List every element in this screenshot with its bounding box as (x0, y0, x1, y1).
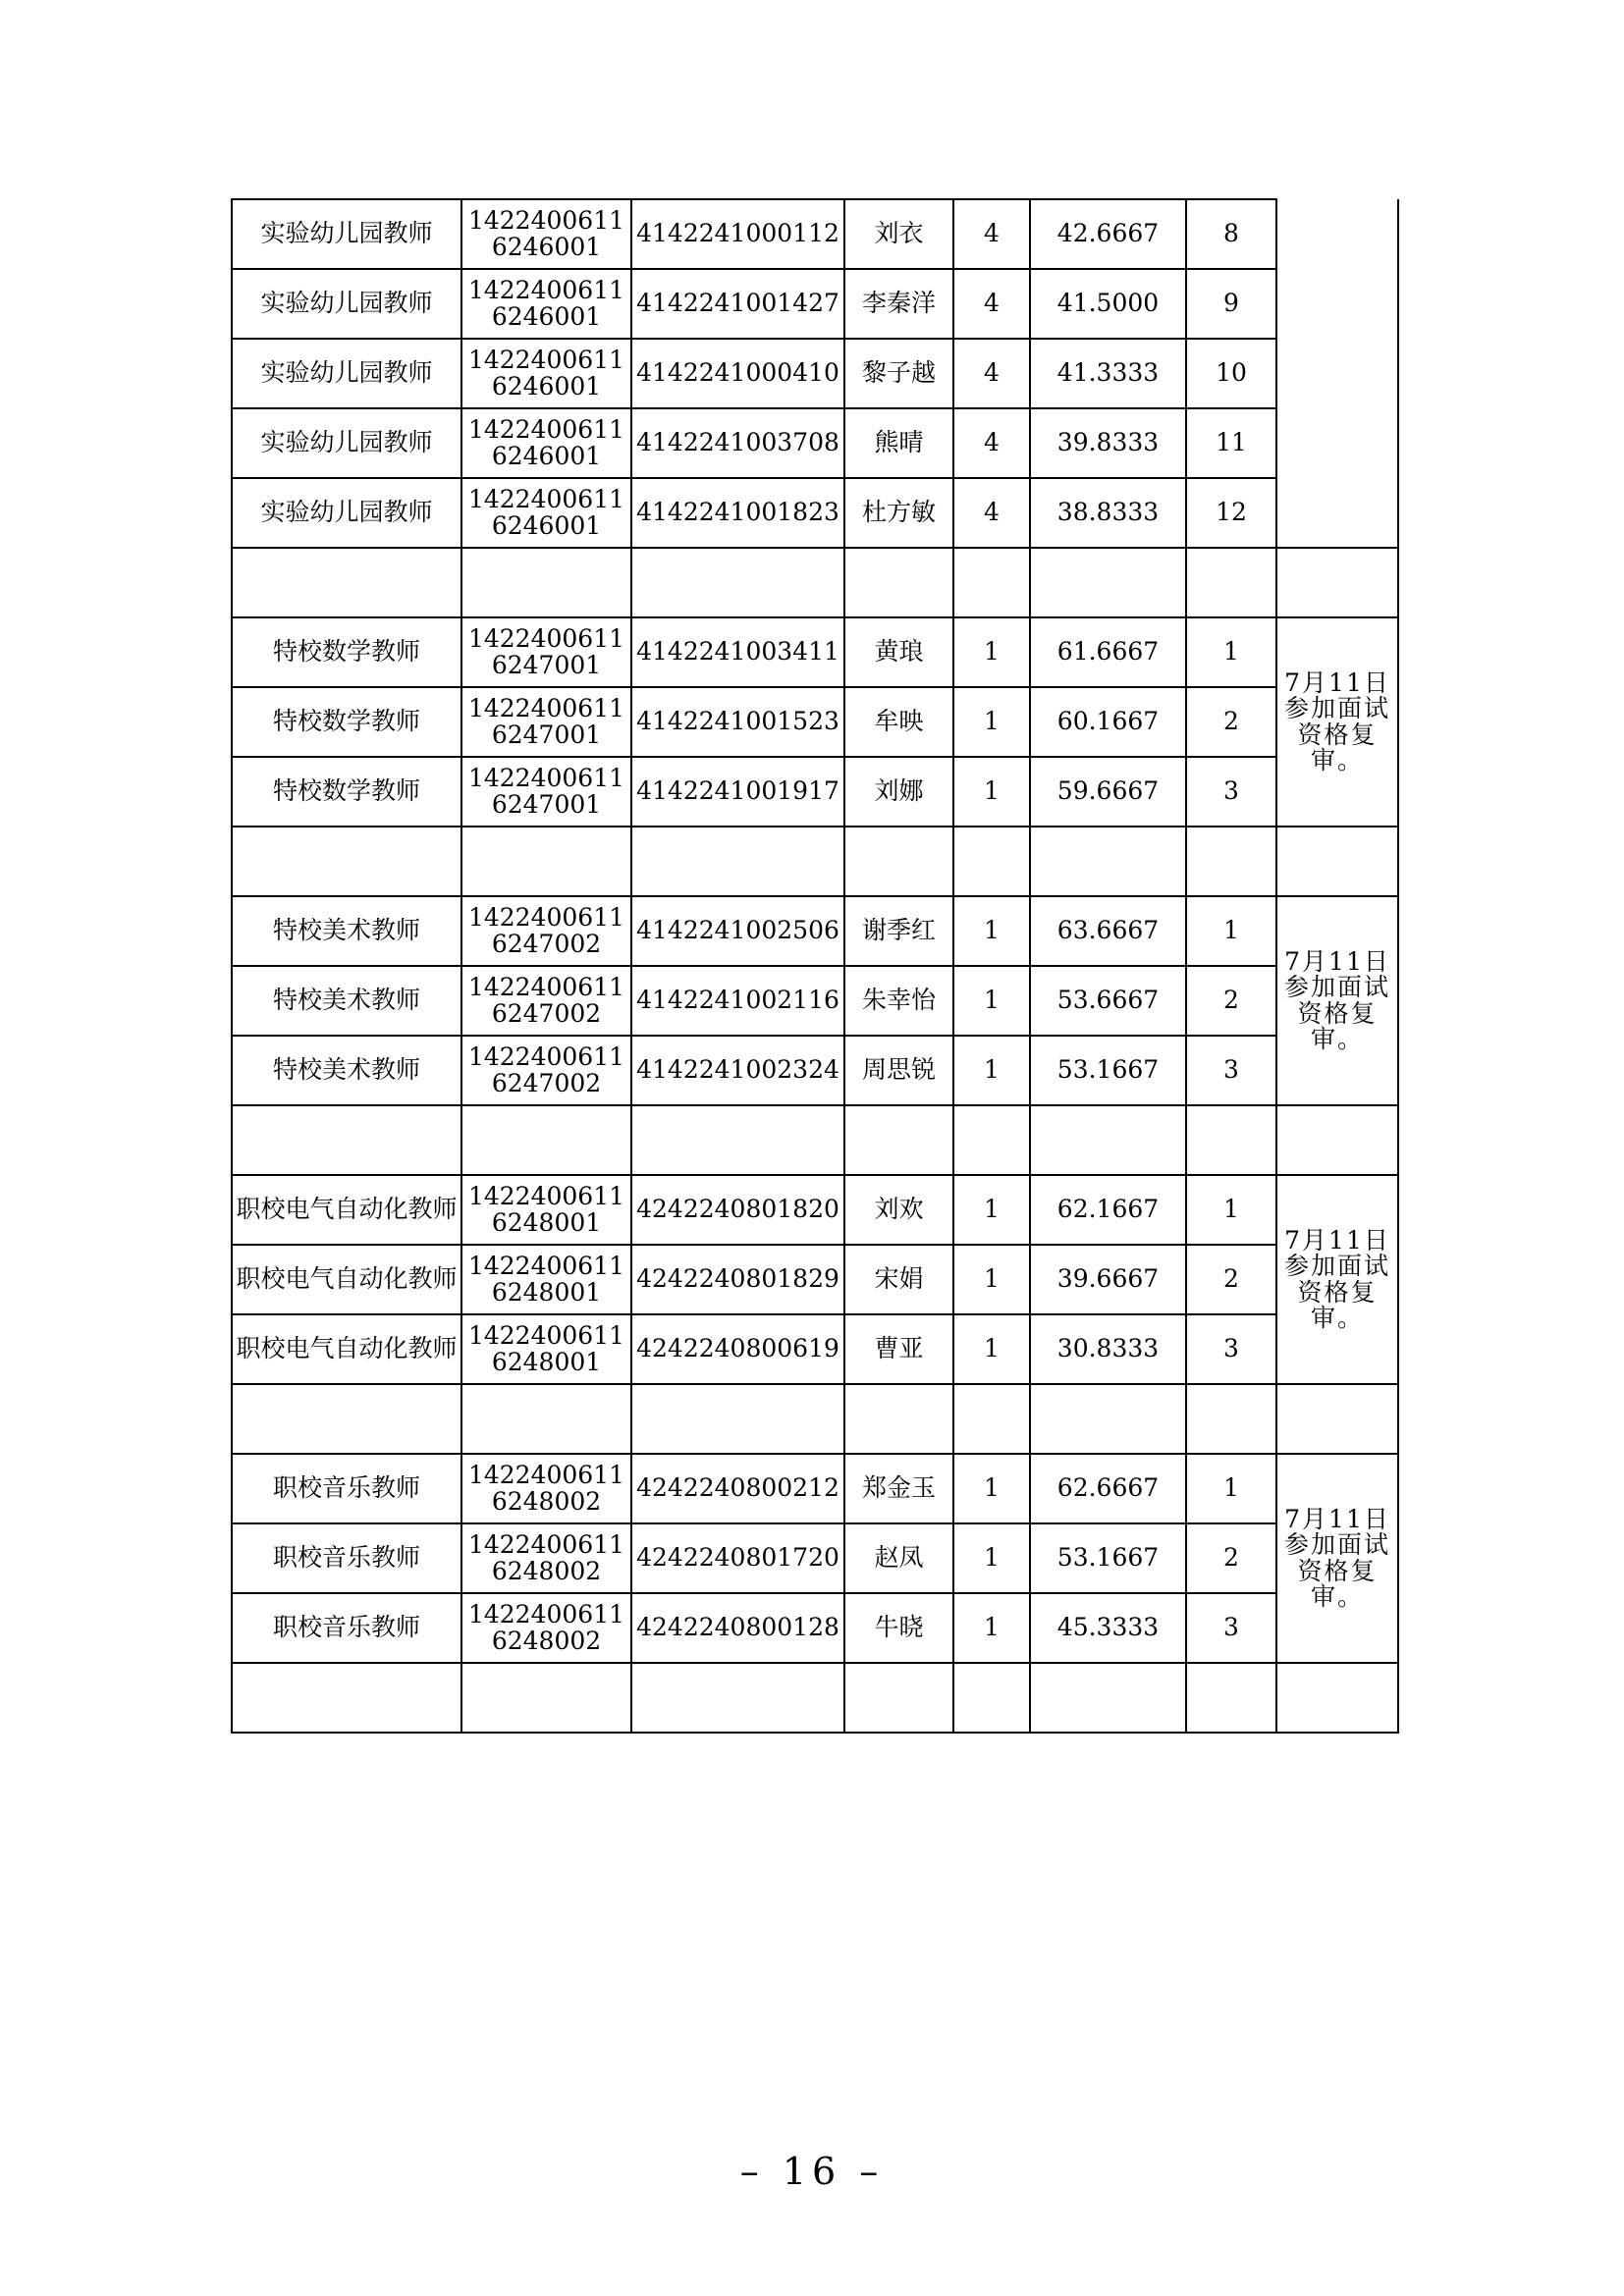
table-row (232, 269, 1398, 339)
candidate-name-cell: 曹亚 (844, 1314, 953, 1384)
score-cell: 42.6667 (1030, 199, 1186, 269)
score-cell: 39.6667 (1030, 1245, 1186, 1314)
ticket-number-cell: 4142241000112 (631, 199, 844, 269)
position-cell: 特校数学教师 (232, 617, 461, 687)
empty-cell (1030, 827, 1186, 896)
candidate-name-cell: 杜方敏 (844, 478, 953, 548)
ticket-number-cell: 4242240801829 (631, 1245, 844, 1314)
rank-cell: 11 (1186, 408, 1276, 478)
table-row (232, 339, 1398, 408)
rank-cell: 10 (1186, 339, 1276, 408)
position-code-cell: 14224006116247001 (461, 617, 631, 687)
position-code-cell: 14224006116248002 (461, 1523, 631, 1593)
empty-cell (461, 827, 631, 896)
position-code-cell: 14224006116247002 (461, 966, 631, 1036)
position-code-cell: 14224006116248001 (461, 1314, 631, 1384)
empty-cell (631, 548, 844, 617)
position-code-cell: 14224006116247002 (461, 896, 631, 966)
position-code-cell: 14224006116248002 (461, 1593, 631, 1663)
empty-cell (1186, 827, 1276, 896)
rank-cell: 2 (1186, 966, 1276, 1036)
position-cell: 实验幼儿园教师 (232, 478, 461, 548)
candidate-name-cell: 朱幸怡 (844, 966, 953, 1036)
position-code-cell: 14224006116248002 (461, 1454, 631, 1523)
candidate-name-cell: 赵凤 (844, 1523, 953, 1593)
empty-cell (953, 827, 1030, 896)
candidate-name-cell: 刘欢 (844, 1175, 953, 1245)
rank-cell: 12 (1186, 478, 1276, 548)
rank-cell: 2 (1186, 1245, 1276, 1314)
empty-cell (953, 1663, 1030, 1733)
rank-cell: 3 (1186, 757, 1276, 827)
position-code-cell: 14224006116246001 (461, 408, 631, 478)
empty-cell (844, 548, 953, 617)
rank-cell: 2 (1186, 687, 1276, 757)
ticket-number-cell: 4142241003708 (631, 408, 844, 478)
rank-cell: 1 (1186, 1175, 1276, 1245)
empty-cell (631, 1384, 844, 1454)
score-cell: 53.1667 (1030, 1523, 1186, 1593)
ticket-number-cell: 4142241001427 (631, 269, 844, 339)
empty-cell (461, 548, 631, 617)
position-cell: 特校数学教师 (232, 687, 461, 757)
quota-cell: 1 (953, 896, 1030, 966)
ticket-number-cell: 4142241001523 (631, 687, 844, 757)
candidate-name-cell: 周思锐 (844, 1036, 953, 1105)
ticket-number-cell: 4142241002116 (631, 966, 844, 1036)
ticket-number-cell: 4242240801720 (631, 1523, 844, 1593)
empty-cell (232, 1663, 461, 1733)
table-row (232, 1245, 1398, 1314)
empty-cell (232, 1105, 461, 1175)
score-cell: 38.8333 (1030, 478, 1186, 548)
rank-cell: 1 (1186, 617, 1276, 687)
empty-cell (461, 1663, 631, 1733)
candidate-name-cell: 刘娜 (844, 757, 953, 827)
position-cell: 实验幼儿园教师 (232, 199, 461, 269)
score-cell: 53.6667 (1030, 966, 1186, 1036)
candidate-name-cell: 牛晓 (844, 1593, 953, 1663)
empty-cell (953, 548, 1030, 617)
candidate-name-cell: 谢季红 (844, 896, 953, 966)
score-cell: 45.3333 (1030, 1593, 1186, 1663)
candidate-name-cell: 黄琅 (844, 617, 953, 687)
table-row (232, 478, 1398, 548)
candidate-name-cell: 郑金玉 (844, 1454, 953, 1523)
empty-cell (1276, 1105, 1398, 1175)
table-row (232, 757, 1398, 827)
position-cell: 职校音乐教师 (232, 1454, 461, 1523)
empty-cell (1186, 548, 1276, 617)
empty-cell (232, 827, 461, 896)
empty-cell (1186, 1663, 1276, 1733)
empty-cell (1030, 548, 1186, 617)
empty-cell (1030, 1384, 1186, 1454)
rank-cell: 3 (1186, 1314, 1276, 1384)
position-cell: 实验幼儿园教师 (232, 339, 461, 408)
position-code-cell: 14224006116248001 (461, 1175, 631, 1245)
ticket-number-cell: 4242240800212 (631, 1454, 844, 1523)
empty-cell (461, 1105, 631, 1175)
ticket-number-cell: 4242240800619 (631, 1314, 844, 1384)
position-cell: 特校美术教师 (232, 966, 461, 1036)
empty-cell (1030, 1663, 1186, 1733)
table-row (232, 408, 1398, 478)
separator-row (232, 1105, 1398, 1175)
empty-cell (844, 827, 953, 896)
candidate-name-cell: 熊晴 (844, 408, 953, 478)
rank-cell: 2 (1186, 1523, 1276, 1593)
quota-cell: 1 (953, 687, 1030, 757)
empty-cell (1030, 1105, 1186, 1175)
empty-cell (461, 1384, 631, 1454)
table-body (232, 199, 1398, 1733)
table-row (232, 1523, 1398, 1593)
position-code-cell: 14224006116246001 (461, 478, 631, 548)
position-cell: 实验幼儿园教师 (232, 408, 461, 478)
position-cell: 职校电气自动化教师 (232, 1175, 461, 1245)
score-cell: 41.5000 (1030, 269, 1186, 339)
empty-cell (844, 1663, 953, 1733)
position-code-cell: 14224006116246001 (461, 269, 631, 339)
ticket-number-cell: 4242240800128 (631, 1593, 844, 1663)
candidate-name-cell: 黎子越 (844, 339, 953, 408)
quota-cell: 1 (953, 1314, 1030, 1384)
quota-cell: 1 (953, 1036, 1030, 1105)
table-row (232, 1593, 1398, 1663)
table-row (232, 199, 1398, 269)
empty-cell (844, 1105, 953, 1175)
position-code-cell: 14224006116246001 (461, 339, 631, 408)
table-row (232, 687, 1398, 757)
rank-cell: 3 (1186, 1036, 1276, 1105)
position-cell: 职校音乐教师 (232, 1523, 461, 1593)
position-cell: 实验幼儿园教师 (232, 269, 461, 339)
empty-cell (953, 1105, 1030, 1175)
quota-cell: 1 (953, 1593, 1030, 1663)
empty-cell (631, 1663, 844, 1733)
score-cell: 30.8333 (1030, 1314, 1186, 1384)
empty-cell (232, 548, 461, 617)
quota-cell: 1 (953, 1175, 1030, 1245)
empty-cell (232, 1384, 461, 1454)
rank-cell: 1 (1186, 896, 1276, 966)
empty-cell (631, 827, 844, 896)
quota-cell: 1 (953, 1245, 1030, 1314)
empty-cell (1276, 548, 1398, 617)
page-number: – 16 – (739, 2150, 885, 2193)
position-code-cell: 14224006116246001 (461, 199, 631, 269)
position-code-cell: 14224006116247001 (461, 757, 631, 827)
rank-cell: 3 (1186, 1593, 1276, 1663)
candidate-name-cell: 李秦洋 (844, 269, 953, 339)
rank-cell: 8 (1186, 199, 1276, 269)
table-row (232, 896, 1398, 966)
separator-row (232, 548, 1398, 617)
ticket-number-cell: 4142241001823 (631, 478, 844, 548)
separator-row (232, 827, 1398, 896)
score-cell: 41.3333 (1030, 339, 1186, 408)
empty-cell (1186, 1384, 1276, 1454)
empty-cell (1276, 1663, 1398, 1733)
empty-cell (1276, 1384, 1398, 1454)
ticket-number-cell: 4142241002324 (631, 1036, 844, 1105)
separator-row (232, 1663, 1398, 1733)
position-code-cell: 14224006116248001 (461, 1245, 631, 1314)
table-row (232, 1314, 1398, 1384)
score-cell: 62.1667 (1030, 1175, 1186, 1245)
table-row (232, 617, 1398, 687)
quota-cell: 1 (953, 966, 1030, 1036)
score-cell: 61.6667 (1030, 617, 1186, 687)
table-row (232, 1036, 1398, 1105)
quota-cell: 4 (953, 199, 1030, 269)
score-cell: 59.6667 (1030, 757, 1186, 827)
rank-cell: 9 (1186, 269, 1276, 339)
ticket-number-cell: 4142241001917 (631, 757, 844, 827)
table-row (232, 1454, 1398, 1523)
position-code-cell: 14224006116247001 (461, 687, 631, 757)
quota-cell: 1 (953, 1523, 1030, 1593)
empty-cell (1186, 1105, 1276, 1175)
quota-cell: 4 (953, 478, 1030, 548)
score-cell: 53.1667 (1030, 1036, 1186, 1105)
ticket-number-cell: 4142241002506 (631, 896, 844, 966)
table-row (232, 966, 1398, 1036)
position-cell: 特校美术教师 (232, 896, 461, 966)
quota-cell: 1 (953, 1454, 1030, 1523)
position-cell: 职校电气自动化教师 (232, 1245, 461, 1314)
quota-cell: 4 (953, 339, 1030, 408)
quota-cell: 4 (953, 269, 1030, 339)
rank-cell: 1 (1186, 1454, 1276, 1523)
score-cell: 60.1667 (1030, 687, 1186, 757)
position-code-cell: 14224006116247002 (461, 1036, 631, 1105)
note-cell: 7月11日参加面试资格复审。 (1276, 1175, 1398, 1384)
score-cell: 63.6667 (1030, 896, 1186, 966)
position-cell: 职校音乐教师 (232, 1593, 461, 1663)
note-cell (1276, 199, 1398, 548)
ticket-number-cell: 4142241003411 (631, 617, 844, 687)
quota-cell: 4 (953, 408, 1030, 478)
position-cell: 特校数学教师 (232, 757, 461, 827)
note-cell: 7月11日参加面试资格复审。 (1276, 896, 1398, 1105)
ticket-number-cell: 4142241000410 (631, 339, 844, 408)
empty-cell (1276, 827, 1398, 896)
position-cell: 职校电气自动化教师 (232, 1314, 461, 1384)
empty-cell (953, 1384, 1030, 1454)
position-cell: 特校美术教师 (232, 1036, 461, 1105)
quota-cell: 1 (953, 617, 1030, 687)
empty-cell (631, 1105, 844, 1175)
note-cell: 7月11日参加面试资格复审。 (1276, 1454, 1398, 1663)
candidate-name-cell: 宋娟 (844, 1245, 953, 1314)
quota-cell: 1 (953, 757, 1030, 827)
candidate-name-cell: 牟映 (844, 687, 953, 757)
separator-row (232, 1384, 1398, 1454)
score-cell: 39.8333 (1030, 408, 1186, 478)
candidate-name-cell: 刘衣 (844, 199, 953, 269)
score-cell: 62.6667 (1030, 1454, 1186, 1523)
table-row (232, 1175, 1398, 1245)
empty-cell (844, 1384, 953, 1454)
candidate-table (231, 198, 1399, 1734)
note-cell: 7月11日参加面试资格复审。 (1276, 617, 1398, 827)
ticket-number-cell: 4242240801820 (631, 1175, 844, 1245)
